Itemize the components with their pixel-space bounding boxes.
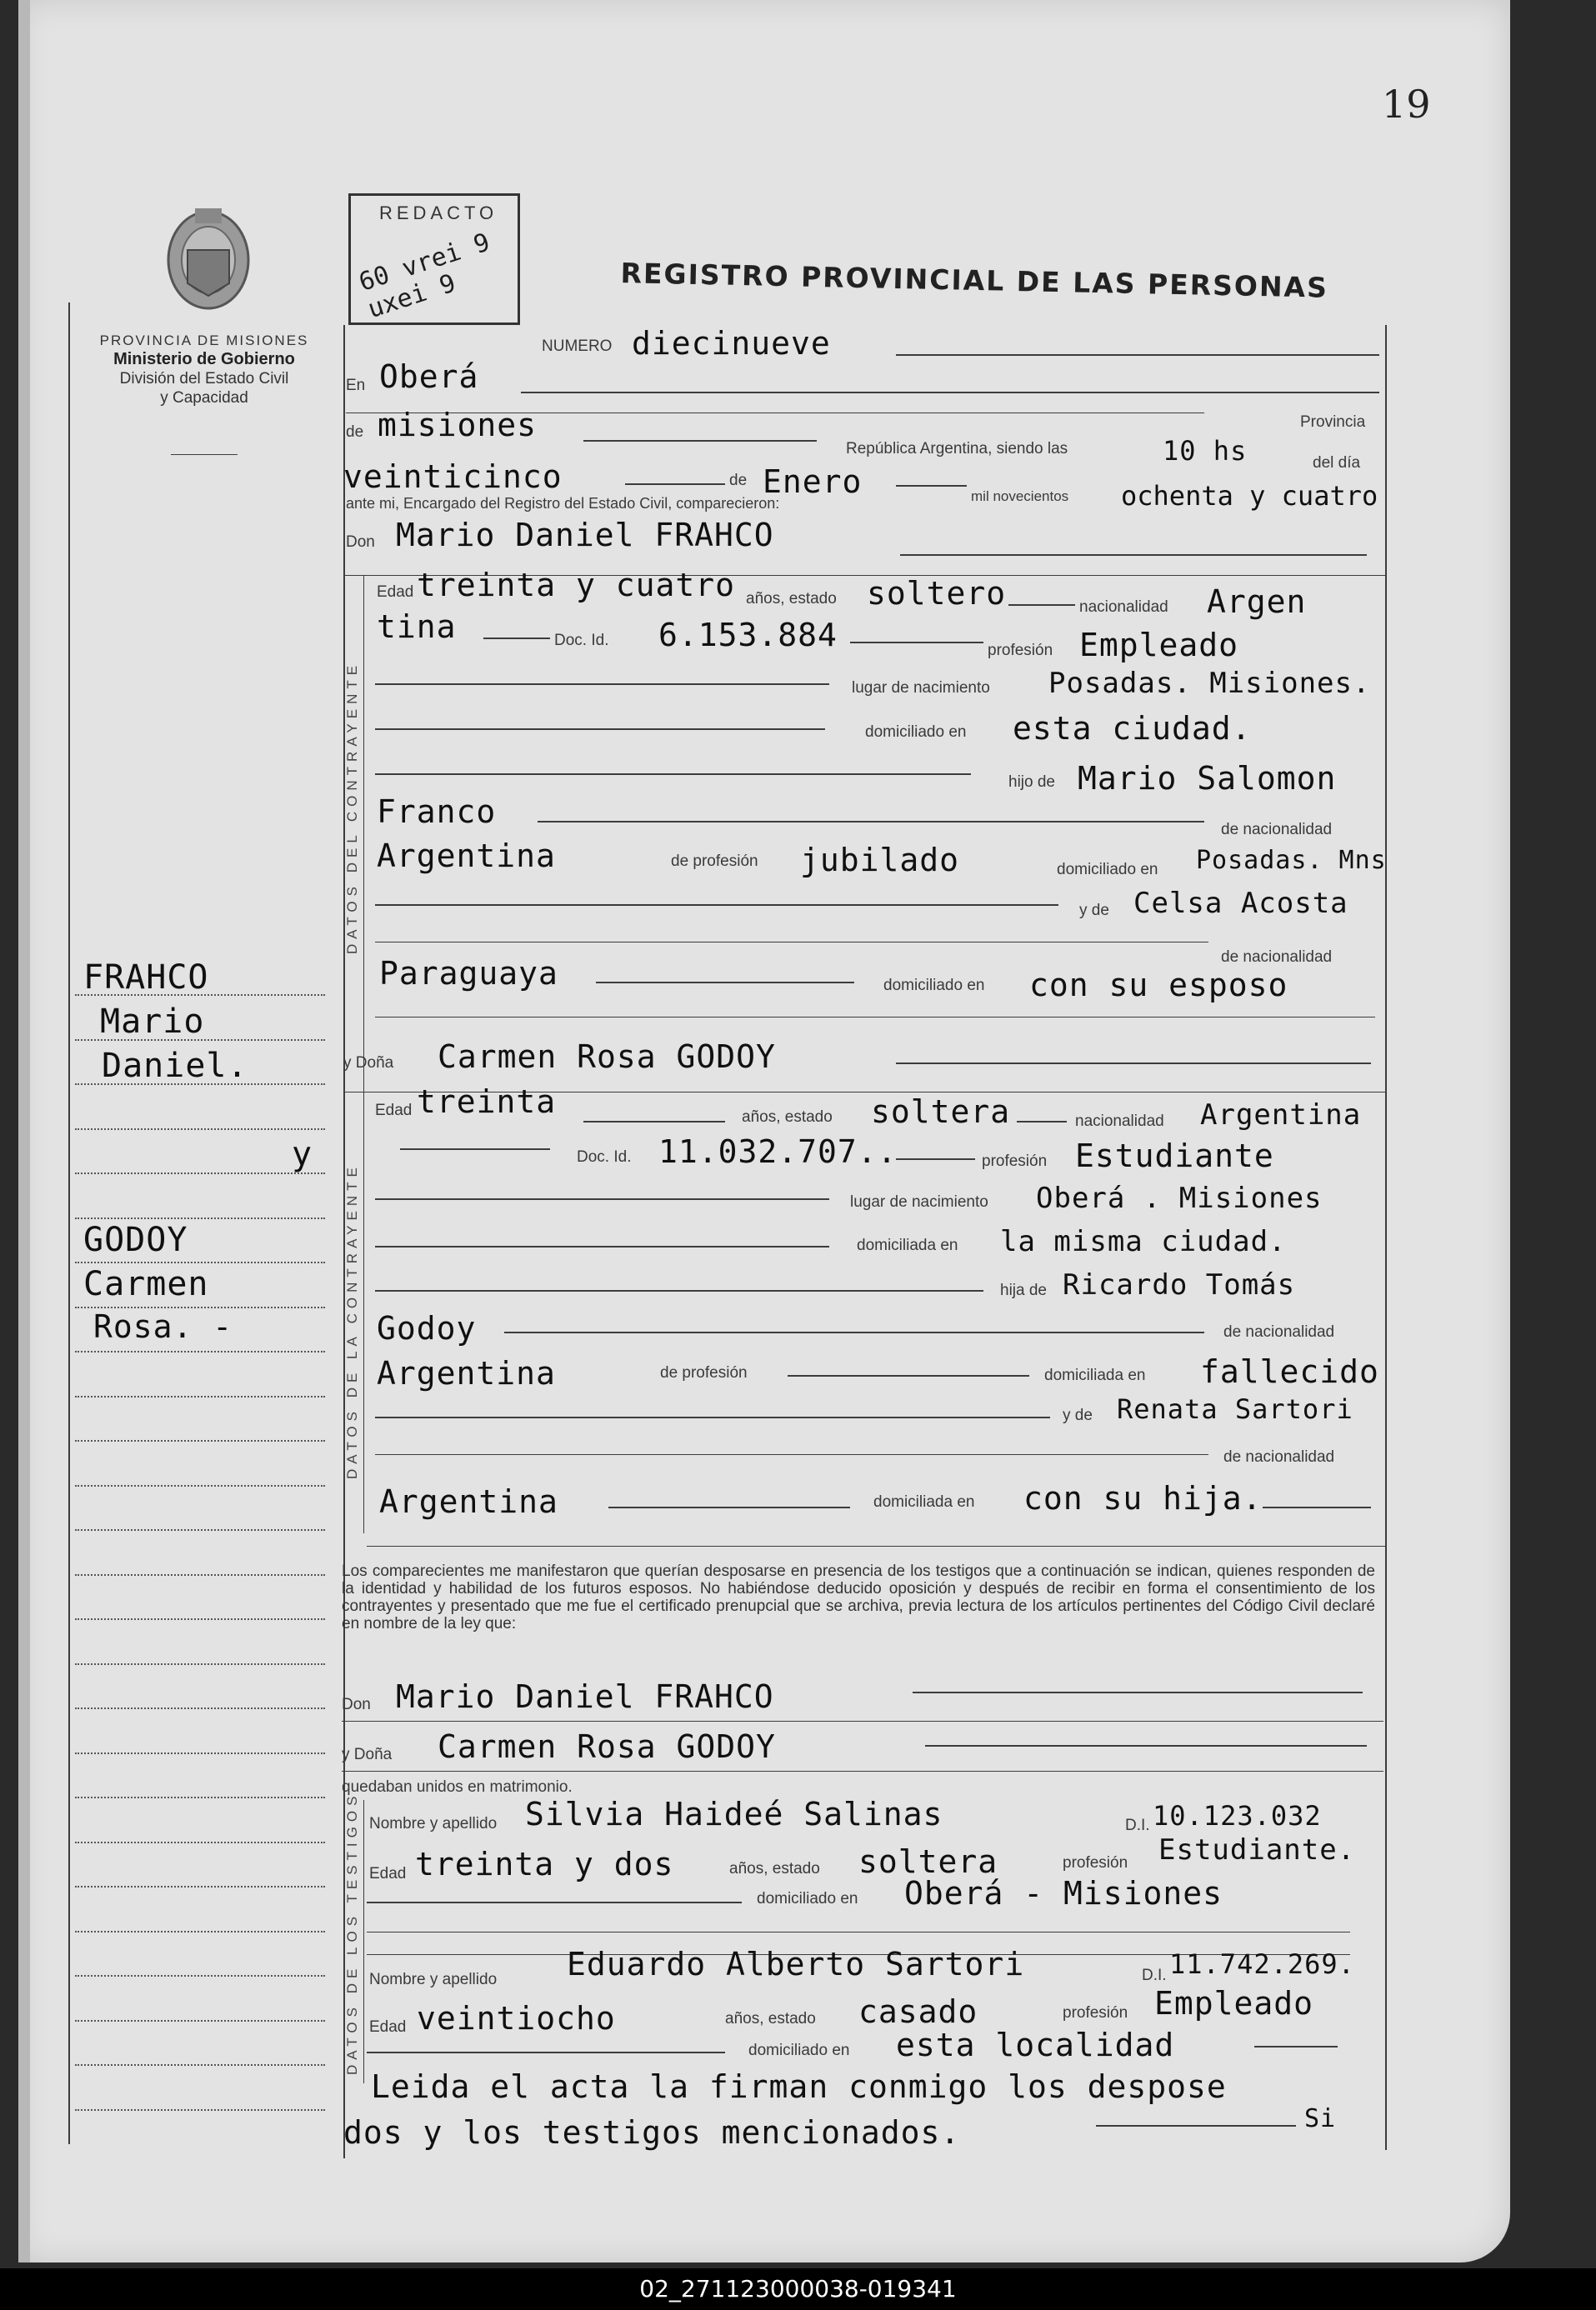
margin-bride-name-2: Rosa. -: [93, 1308, 233, 1345]
w1-prof-label: profesión: [1063, 1854, 1128, 1872]
w2-edad-label: Edad: [369, 2018, 407, 2036]
margin-ruled-line: [75, 1574, 325, 1576]
groom-lugar-label: lugar de nacimiento: [852, 679, 990, 697]
margin-surname: FRAHCO: [83, 958, 209, 997]
year-label: mil novecientos: [971, 488, 1069, 504]
margin-ruled-line: [75, 1663, 325, 1665]
groom-nationality-cont: tina: [377, 608, 457, 645]
bride-nac-label: nacionalidad: [1075, 1112, 1164, 1130]
bride-dom3-label: domiciliada en: [873, 1493, 975, 1511]
groom-anos-label: años, estado: [746, 590, 837, 608]
margin-bride-surname: GODOY: [83, 1221, 188, 1259]
margin-ruled-line: [75, 1307, 325, 1308]
bride-dom2-label: domiciliada en: [1044, 1367, 1146, 1384]
bride-birthplace: Oberá . Misiones: [1036, 1182, 1323, 1215]
w2-nombre-label: Nombre y apellido: [369, 1971, 498, 1988]
margin-ruled-line: [75, 1797, 325, 1798]
groom-father: Mario Salomon: [1078, 760, 1337, 797]
bride-estado: soltera: [871, 1093, 1011, 1130]
act-city: Oberá: [379, 358, 479, 395]
w1-name: Silvia Haideé Salinas: [525, 1796, 943, 1832]
margin-ruled-line: [75, 1351, 325, 1352]
margin-bride-name-1: Carmen: [83, 1265, 209, 1303]
groom-father-dom: Posadas. Mns: [1196, 846, 1387, 875]
groom-dom2-label: domiciliado en: [1057, 861, 1158, 878]
w2-estado: casado: [858, 1993, 978, 2030]
closing-si: Si: [1304, 2104, 1337, 2133]
de2-label: de: [729, 472, 748, 489]
groom-side-label: DATOS DEL CONTRAYENTE: [344, 660, 360, 954]
groom-edad-label: Edad: [377, 583, 414, 601]
bride-de-nac2-label: de nacionalidad: [1223, 1448, 1335, 1466]
del-dia-label: del día: [1313, 454, 1361, 472]
margin-conj: y: [292, 1135, 313, 1173]
witnesses-side-label: DATOS DE LOS TESTIGOS: [344, 1791, 360, 2075]
margin-ruled-line: [75, 1886, 325, 1888]
margin-ruled-line: [75, 994, 325, 996]
don-label: Don: [346, 533, 375, 551]
decl-don-label: Don: [342, 1696, 371, 1713]
margin-ruled-line: [75, 1529, 325, 1531]
redacto-note: 60 vrei 9 uxei 9: [355, 228, 494, 325]
bride-name: Carmen Rosa GODOY: [438, 1038, 776, 1075]
bride-father: Ricardo Tomás: [1063, 1268, 1296, 1302]
margin-ruled-line: [75, 1172, 325, 1174]
w1-di: 10.123.032: [1153, 1800, 1322, 1832]
footer-id: 02_271123000038-019341: [0, 2268, 1596, 2310]
decl-dona-label: y Doña: [342, 1746, 393, 1763]
bride-mother-dom: con su hija.: [1023, 1480, 1263, 1517]
decl-united: quedaban unidos en matrimonio.: [342, 1778, 573, 1796]
groom-nationality: Argen: [1207, 583, 1307, 620]
groom-hijo-label: hijo de: [1008, 773, 1055, 791]
margin-ruled-line: [75, 1440, 325, 1442]
bride-prof-label: profesión: [982, 1152, 1048, 1170]
office-division-2: y Capacidad: [160, 389, 248, 407]
bride-edad-label: Edad: [375, 1102, 413, 1119]
page-number: 19: [1382, 82, 1431, 127]
groom-mother: Celsa Acosta: [1133, 887, 1348, 920]
bride-doc: 11.032.707..: [658, 1133, 898, 1170]
act-month: Enero: [763, 463, 863, 500]
bride-anos-label: años, estado: [742, 1108, 833, 1126]
redacto-label: REDACTO: [379, 202, 498, 223]
groom-father-nat: Argentina: [377, 838, 556, 874]
margin-ruled-line: [75, 1485, 325, 1487]
groom-de-prof-label: de profesión: [671, 852, 758, 870]
w1-anos-label: años, estado: [729, 1860, 820, 1878]
bride-y-de-label: y de: [1063, 1407, 1093, 1424]
margin-ruled-line: [75, 1218, 325, 1219]
groom-name: Mario Daniel FRAHCO: [396, 517, 774, 553]
w2-domicile: esta localidad: [896, 2027, 1175, 2063]
groom-dom-label: domiciliado en: [865, 723, 967, 741]
office-province: PROVINCIA DE MISIONES: [99, 332, 309, 348]
w2-di: 11.742.269.: [1169, 1948, 1355, 1980]
groom-nac-label: nacionalidad: [1079, 598, 1168, 616]
w2-age: veintiocho: [417, 2000, 616, 2037]
bride-domicile: la misma ciudad.: [1000, 1225, 1287, 1258]
groom-doc: 6.153.884: [658, 617, 838, 653]
margin-name-2: Daniel.: [102, 1047, 248, 1085]
republic-label: República Argentina, siendo las: [846, 440, 1068, 458]
bride-father-cont: Godoy: [377, 1310, 477, 1347]
groom-dom3-label: domiciliado en: [883, 977, 985, 994]
groom-father-prof: jubilado: [800, 842, 960, 878]
coat-of-arms-seal: [158, 200, 258, 317]
margin-name-1: Mario: [100, 1002, 205, 1041]
margin-ruled-line: [75, 1128, 325, 1130]
bride-mother: Renata Sartori: [1117, 1393, 1353, 1425]
margin-ruled-line: [75, 1708, 325, 1709]
margin-ruled-line: [75, 1931, 325, 1932]
margin-ruled-line: [75, 2109, 325, 2111]
bride-hija-label: hija de: [1000, 1282, 1047, 1299]
margin-ruled-line: [75, 2020, 325, 2022]
margin-ruled-line: [75, 1396, 325, 1398]
bride-age: treinta: [417, 1083, 557, 1120]
groom-birthplace: Posadas. Misiones.: [1048, 667, 1371, 700]
w1-nombre-label: Nombre y apellido: [369, 1815, 498, 1832]
bride-mother-nat: Argentina: [379, 1483, 558, 1520]
w2-anos-label: años, estado: [725, 2010, 816, 2028]
w2-name: Eduardo Alberto Sartori: [567, 1946, 1025, 1982]
office-division: División del Estado Civil: [119, 370, 289, 388]
groom-domicile: esta ciudad.: [1013, 710, 1252, 747]
bride-father-dom: fallecido: [1200, 1353, 1379, 1390]
bride-de-prof-label: de profesión: [660, 1364, 748, 1382]
act-year: ochenta y cuatro: [1121, 480, 1378, 512]
provincia-label: Provincia: [1300, 413, 1366, 431]
act-day: veinticinco: [343, 458, 563, 495]
w1-age: treinta y dos: [415, 1846, 674, 1882]
bride-dom-label: domiciliada en: [857, 1237, 958, 1254]
w2-dom-label: domiciliado en: [748, 2042, 850, 2059]
margin-ruled-line: [75, 1842, 325, 1843]
closing-line-1: Leida el acta la firman conmigo los despose: [371, 2068, 1227, 2105]
bride-dona-label: y Doña: [343, 1054, 394, 1072]
act-province: misiones: [378, 407, 538, 443]
margin-ruled-line: [75, 1039, 325, 1041]
bride-profession: Estudiante: [1075, 1138, 1274, 1174]
closing-line-2: dos y los testigos mencionados.: [343, 2114, 961, 2151]
margin-ruled-line: [75, 1083, 325, 1085]
groom-de-nac2-label: de nacionalidad: [1221, 948, 1333, 966]
w1-estado: soltera: [858, 1843, 998, 1880]
margin-ruled-line: [75, 2064, 325, 2066]
margin-ruled-line: [75, 1262, 325, 1263]
w2-prof-label: profesión: [1063, 2004, 1128, 2022]
decl-bride: Carmen Rosa GODOY: [438, 1728, 776, 1765]
office-ministry: Ministerio de Gobierno: [113, 350, 295, 368]
margin-ruled-line: [75, 1975, 325, 1977]
page-title: REGISTRO PROVINCIAL DE LAS PERSONAS: [620, 257, 1329, 304]
w1-dom-label: domiciliado en: [757, 1890, 858, 1908]
bride-side-label: DATOS DE LA CONTRAYENTE: [344, 1162, 360, 1479]
bride-lugar-label: lugar de nacimiento: [850, 1193, 988, 1211]
bride-de-nac-label: de nacionalidad: [1223, 1323, 1335, 1341]
ante-text: ante mi, Encargado del Registro del Estado Civil, comparecieron:: [346, 495, 780, 512]
declaration-text: Los comparecientes me manifestaron que querían desposarse en presencia de los testigos que a continuación se indican, quienes responden de la identidad y habilidad de los futuros esposos. No habiéndose deducido oposición y después de recibir en forma el consentimiento de los contrayentes y presentado que me fue el certificado prenupcial que se archiva, previa lectura de los artículos pertinentes del Código Civil declaré en nombre de la ley que:: [342, 1562, 1375, 1632]
bride-doc-label: Doc. Id.: [577, 1148, 632, 1166]
w1-profession: Estudiante.: [1158, 1833, 1356, 1867]
en-label: En: [346, 377, 366, 394]
redacto-stamp: [348, 193, 520, 325]
groom-estado: soltero: [867, 575, 1007, 612]
bride-nationality: Argentina: [1200, 1098, 1362, 1132]
w1-edad-label: Edad: [369, 1865, 407, 1882]
groom-doc-label: Doc. Id.: [554, 632, 609, 649]
margin-ruled-line: [75, 1752, 325, 1754]
groom-y-de-label: y de: [1079, 902, 1109, 919]
groom-mother-dom: con su esposo: [1029, 967, 1288, 1003]
bride-father-nat: Argentina: [377, 1355, 556, 1392]
decl-groom: Mario Daniel FRAHCO: [396, 1678, 774, 1715]
groom-father-cont: Franco: [377, 793, 497, 830]
w2-profession: Empleado: [1154, 1985, 1314, 2022]
act-number: diecinueve: [632, 325, 831, 362]
w1-di-label: D.I.: [1125, 1817, 1150, 1834]
groom-prof-label: profesión: [988, 642, 1053, 659]
w1-domicile: Oberá - Misiones: [904, 1875, 1223, 1912]
act-hour: 10 hs: [1163, 435, 1248, 467]
margin-ruled-line: [75, 1618, 325, 1620]
de-label: de: [346, 423, 364, 441]
numero-label: NUMERO: [542, 338, 613, 355]
groom-mother-nat: Paraguaya: [379, 955, 558, 992]
groom-age: treinta y cuatro: [417, 567, 736, 603]
w2-di-label: D.I.: [1142, 1967, 1167, 1984]
groom-de-nac-label: de nacionalidad: [1221, 821, 1333, 838]
groom-profession: Empleado: [1079, 627, 1239, 663]
